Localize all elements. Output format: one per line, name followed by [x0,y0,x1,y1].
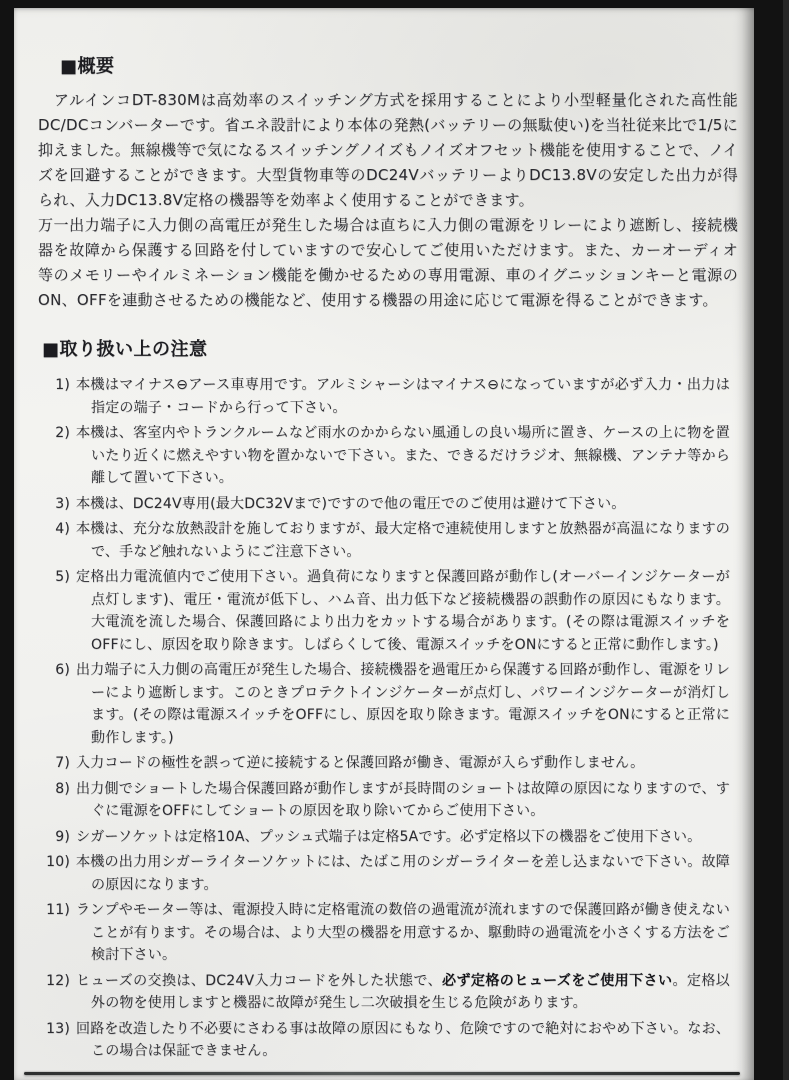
precautions-section-heading: ■取り扱い上の注意 [42,339,208,360]
item-text: 本機は、充分な放熱設計を施しておりますが、最大定格で連続使用しますと放熱器が高温になりますので、手など触れないようにご注意下さい。 [76,521,730,560]
item-text: 出力側でショートした場合保護回路が動作しますが長時間のショートは故障の原因になりますので、すぐに電源をOFFにしてショートの原因を取り除いてからご使用下さい。 [76,780,730,819]
item-number: 5) [55,569,70,585]
item-text: 本機は、客室内やトランクルームなど雨水のかからない風通しの良い場所に置き、ケースの上に物を置いたり近くに燃えやすい物を置かないで下さい。また、できるだけラジオ、無線機、アンテナ等から離して置いて下さい。 [76,425,730,486]
item-text-post: 。定格以外の物を使用しますと機器に故障が発生し二次破損を生じる危険があります。 [91,972,730,1011]
item-text: 入力コードの極性を誤って逆に接続すると保護回路が働き、電源が入らず動作しません。 [76,755,645,771]
precaution-item-4 [34,518,730,563]
precaution-item-12 [34,970,730,1015]
item-number: 9) [55,828,70,845]
item-number: 2) [55,425,70,441]
item-number: 8) [55,780,70,797]
document-page [14,8,754,1080]
item-number: 11) [46,902,70,918]
item-text: 定格出力電流値内でご使用下さい。過負荷になりますと保護回路が動作し(オーバーインジケーターが点灯します)、電圧・電流が低下し、ハム音、出力低下など接続機器の誤動作の原因にもなります。大電流を流した場合、保護回路により出力をカットする場合があります。(その際は電源スイッチをOFFにし、原因を取り除きます。しばらくして後、電源スイッチをONにすると正常に動作します。) [76,569,730,653]
item-number: 6) [55,662,70,678]
precaution-item-9 [34,826,730,849]
item-text: ランプやモーター等は、電源投入時に定格電流の数倍の過電流が流れますので保護回路が働き使えないことが有ります。その場合は、より大型の機器を用意するか、駆動時の過電流を小さくする方法をご検討下さい。 [76,902,730,963]
overview-paragraph-2: 万一出力端子に入力側の高電圧が発生した場合は直ちに入力側の電源をリレーにより遮断し、接続機器を故障から保護する回路を付していますので安心してご使用いただけます。また、カーオーディオ等のメモリーやイルミネーション機能を働かせるための専用電源、車のイグニッションキーと電源のON、OFFを連動させるための機能など、使用する機器の用途に応じて電源を得ることができます。 [38,216,738,309]
item-text: 本機の出力用シガーライターソケットには、たばこ用のシガーライターを差し込まないで下さい。故障の原因になります。 [76,854,730,893]
item-text: 回路を改造したり不必要にさわる事は故障の原因にもなり、危険ですので絶対におやめ下さい。なお、この場合は保証できません。 [76,1020,730,1059]
item-text: 本機は、DC24V専用(最大DC32Vまで)ですので他の電圧でのご使用は避けて下さい。 [76,495,626,512]
item-number: 12) [46,972,70,989]
overview-section-heading: ■概要 [60,56,115,77]
item-number: 7) [55,755,70,771]
item-text-bold: 必ず定格のヒューズをご使用下さい [442,972,673,989]
item-number: 10) [46,854,70,870]
item-text-pre: ヒューズの交換は、DC24V入力コードを外した状態で、 [76,972,443,989]
precaution-item-13 [34,1018,730,1063]
precaution-item-1 [34,374,730,419]
precaution-item-6 [34,659,730,749]
precaution-item-5 [34,566,730,656]
overview-paragraph-1: アルインコDT-830Mは高効率のスイッチング方式を採用することにより小型軽量化された高性能DC/DCコンバーターです。省エネ設計により本体の発熱(バッテリーの無駄使い)を当社従来比で1/5に抑えました。無線機等で気になるスイッチングノイズもノイズオフセット機能を使用することで、ノイズを回避することができます。大型貨物車等のDC24VバッテリーよりDC13.8Vの安定した出力が得られ、入力DC13.8V定格の機器等を効率よく使用することができます。 [38,91,738,209]
precaution-item-3 [34,493,730,516]
precautions-list [14,374,754,1063]
precaution-item-10 [34,851,730,896]
item-text [76,970,730,1015]
item-number: 1) [55,377,70,393]
precaution-item-8 [34,778,730,823]
item-number: 4) [55,521,70,537]
precaution-item-2 [34,422,730,490]
page-bottom-rule [24,1072,740,1075]
item-text: シガーソケットは定格10A、プッシュ式端子は定格5Aです。必ず定格以下の機器をご使用下さい。 [76,828,702,845]
item-number: 13) [46,1020,70,1037]
precaution-item-11 [34,899,730,967]
item-number: 3) [55,495,70,512]
precaution-item-7 [34,752,730,775]
item-text: 出力端子に入力側の高電圧が発生した場合、接続機器を過電圧から保護する回路が動作し、電源をリレーにより遮断します。このときプロテクトインジケーターが点灯し、パワーインジケーターが消灯します。(その際は電源スイッチをOFFにし、原因を取り除きます。電源スイッチをONにすると正常に動作します。) [76,662,730,746]
scan-right-edge [783,0,789,1080]
item-text: 本機はマイナス⊖アース車専用です。アルミシャーシはマイナス⊖になっていますが必ず入力・出力は指定の端子・コードから行って下さい。 [76,377,730,416]
